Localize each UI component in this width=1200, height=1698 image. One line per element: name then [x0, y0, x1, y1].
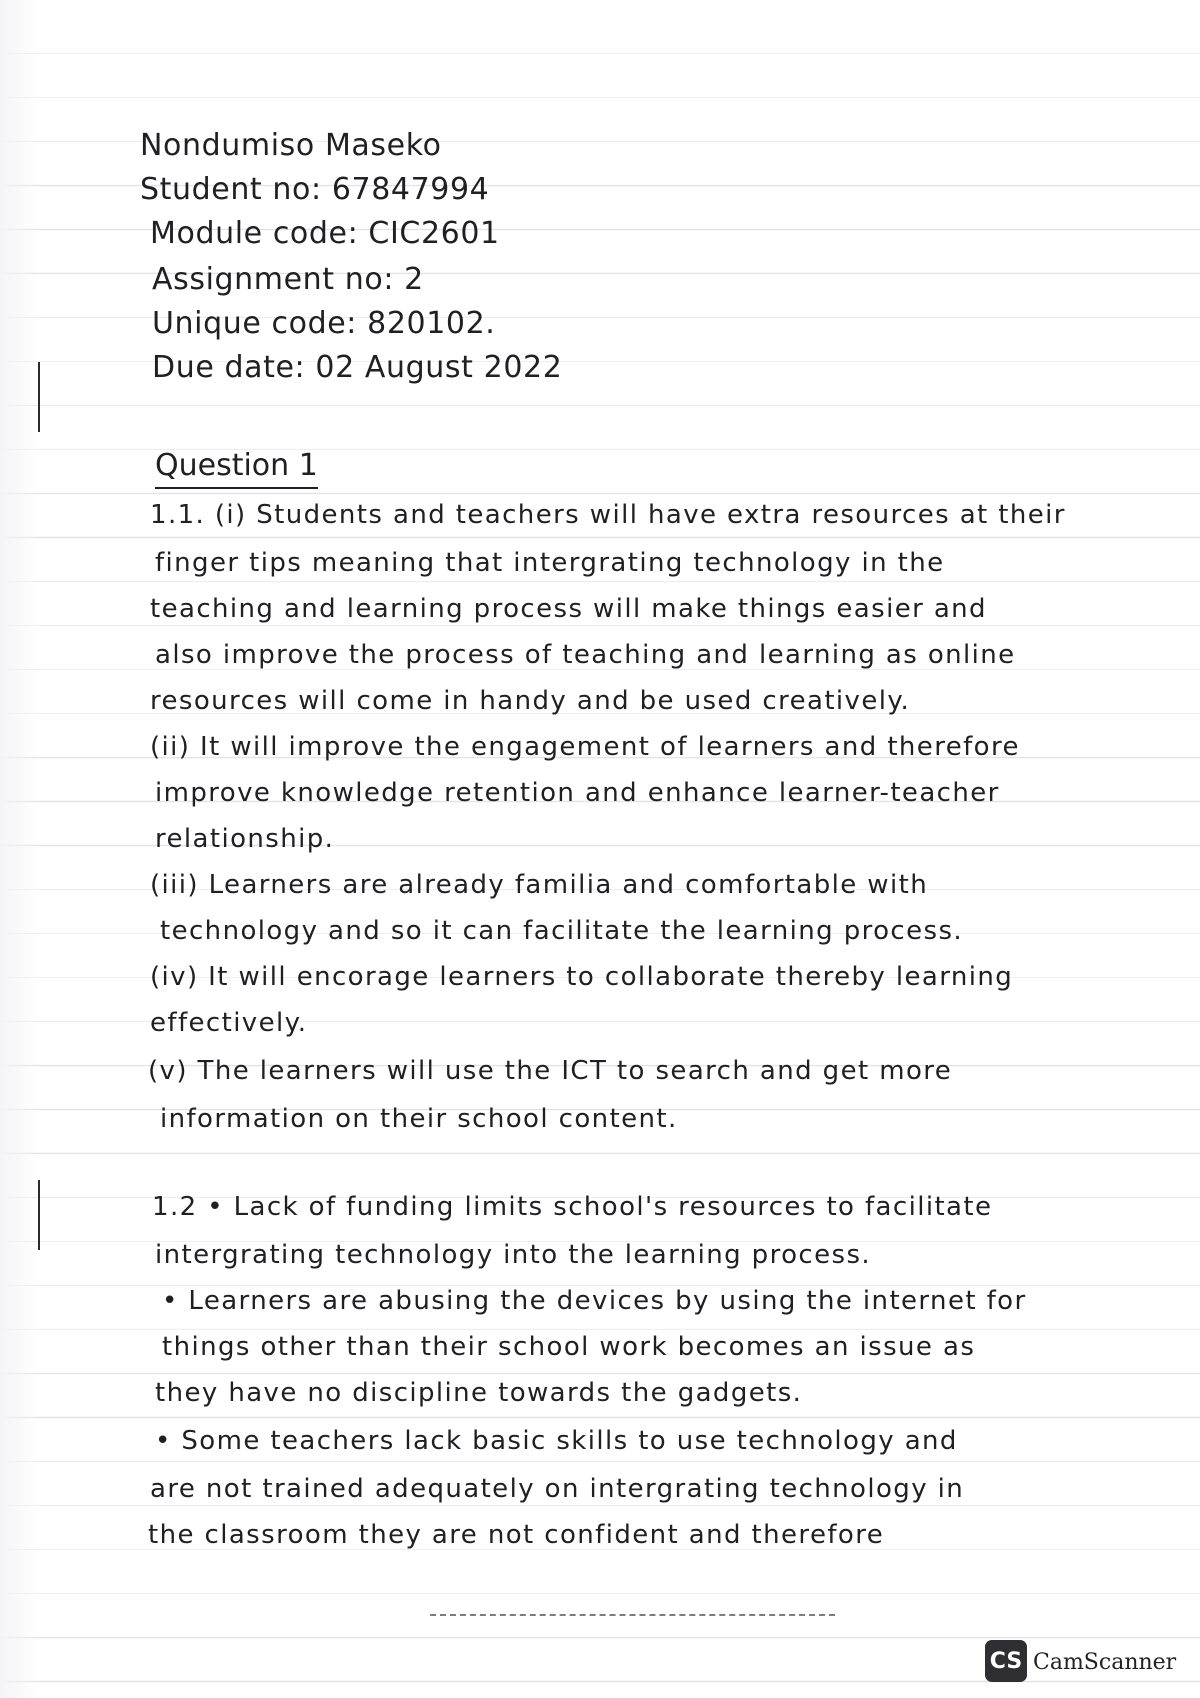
answer-line: (ii) It will improve the engagement of learners and therefore	[150, 732, 1020, 762]
answer-line: effectively.	[150, 1008, 308, 1038]
answer-line: 1.2 • Lack of funding limits school's resources to facilitate	[152, 1192, 993, 1222]
answer-line: • Some teachers lack basic skills to use technology and	[155, 1426, 958, 1456]
answer-line: resources will come in handy and be used creatively.	[150, 686, 911, 716]
answer-line: intergrating technology into the learning process.	[155, 1240, 872, 1270]
student-name: Nondumiso Maseko	[140, 128, 442, 163]
due-date: Due date: 02 August 2022	[152, 350, 563, 385]
camscanner-logo-icon: CS	[985, 1640, 1027, 1682]
margin-mark	[38, 1180, 40, 1250]
answer-line: relationship.	[155, 824, 335, 854]
module-code: Module code: CIC2601	[150, 216, 500, 251]
assignment-number: Assignment no: 2	[152, 262, 424, 297]
answer-line: finger tips meaning that intergrating technology in the	[155, 548, 945, 578]
answer-line: teaching and learning process will make things easier and	[150, 594, 987, 624]
answer-line: improve knowledge retention and enhance learner-teacher	[155, 778, 1000, 808]
answer-line: they have no discipline towards the gadgets.	[155, 1378, 803, 1408]
question-heading: Question 1	[155, 448, 318, 489]
margin-mark	[38, 362, 40, 432]
answer-line: (v) The learners will use the ICT to search and get more	[148, 1056, 953, 1086]
answer-line: technology and so it can facilitate the learning process.	[160, 916, 964, 946]
unique-code: Unique code: 820102.	[152, 306, 496, 341]
answer-line: (iii) Learners are already familia and comfortable with	[150, 870, 929, 900]
answer-line: 1.1. (i) Students and teachers will have extra resources at their	[150, 500, 1066, 530]
page-divider	[430, 1614, 835, 1616]
answer-line: are not trained adequately on intergrating technology in	[150, 1474, 965, 1504]
answer-line: information on their school content.	[160, 1104, 678, 1134]
answer-line: (iv) It will encorage learners to collaborate thereby learning	[150, 962, 1014, 992]
answer-line: • Learners are abusing the devices by using the internet for	[162, 1286, 1027, 1316]
student-number: Student no: 67847994	[140, 172, 490, 207]
camscanner-watermark: CamScanner	[1033, 1650, 1177, 1675]
answer-line: also improve the process of teaching and learning as online	[155, 640, 1016, 670]
answer-line: things other than their school work becomes an issue as	[162, 1332, 976, 1362]
answer-line: the classroom they are not confident and therefore	[148, 1520, 885, 1550]
